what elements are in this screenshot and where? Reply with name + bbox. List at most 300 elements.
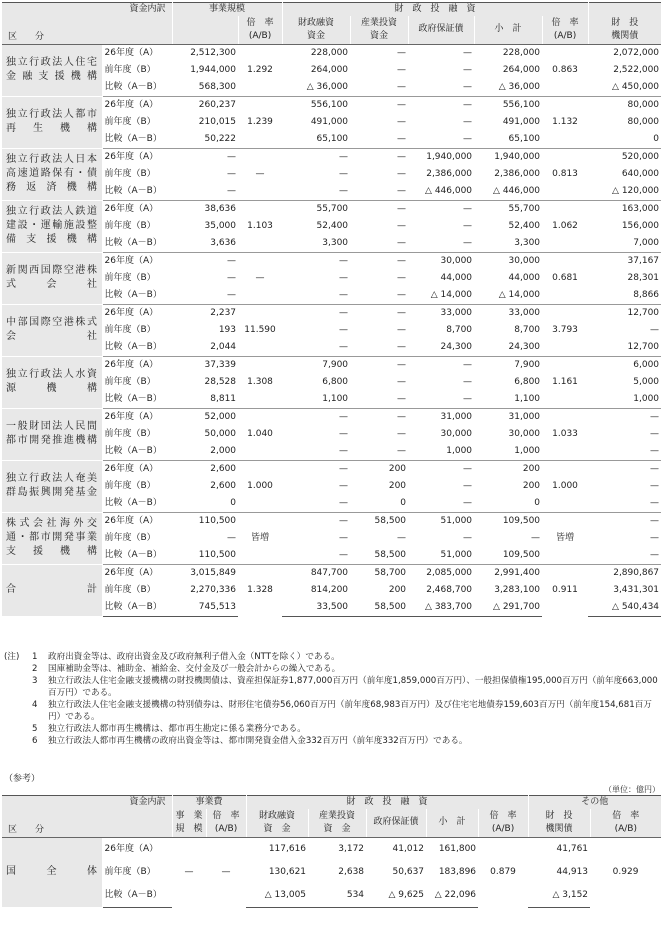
ref-fiscal-loan-funds-cell: 130,621 — [268, 866, 307, 877]
ref-ratio-header-2: 倍 率 (A/B) — [478, 809, 528, 837]
agency-bonds-cell: 5,000 — [633, 376, 660, 387]
business-scale-cell: 260,237 — [172, 96, 238, 114]
ref-industrial-investment-header: 産業投資 資 金 — [308, 809, 366, 837]
fiscal-loan-funds-cell: 814,200 — [310, 584, 349, 595]
fiscal-loan-funds-cell: — — [339, 341, 349, 352]
table-row — [2, 148, 661, 166]
industrial-investment-cell: 0 — [400, 497, 407, 508]
agency-bonds-cell: — — [650, 532, 660, 543]
ref-govt-guaranteed-bonds-cell: 50,637 — [392, 866, 425, 877]
ref-ratio-cell: — — [221, 866, 231, 877]
subtotal-cell: 200 — [474, 460, 542, 478]
subtotal-cell: 7,900 — [474, 356, 542, 374]
ref-govt-guaranteed-bonds-cell: 41,012 — [392, 843, 425, 854]
note-prefix — [4, 675, 32, 699]
fund-source-header: 資金内訳 — [2, 3, 172, 17]
fiscal-loan-funds-cell: 3,300 — [322, 237, 349, 248]
fiscal-loan-funds-cell: 491,000 — [310, 116, 349, 127]
table-row — [2, 564, 661, 582]
agency-bonds-cell: 163,000 — [588, 200, 661, 218]
ref-agency-bonds-header: 財 投 機関債 — [528, 809, 590, 837]
ratio-cell: 1.040 — [238, 408, 282, 460]
fiscal-loan-funds-cell: 1,100 — [322, 393, 349, 404]
govt-guaranteed-bonds-cell: — — [463, 376, 473, 387]
ratio-cell: 11.590 — [238, 304, 282, 356]
row-label: 26年度（A） — [102, 564, 172, 582]
note-text: 独立行政法人都市再生機構の政府出資金等は、都市開発資金借入金332百万円（前年度332百万円）である。 — [48, 736, 468, 746]
table-row — [2, 408, 661, 426]
govt-guaranteed-bonds-cell: — — [408, 44, 474, 62]
agency-bonds-cell: — — [650, 324, 660, 335]
note-prefix — [4, 723, 32, 735]
subtotal-cell: △ 291,700 — [474, 599, 542, 617]
note-item — [4, 663, 660, 675]
agency-bonds-cell: 8,866 — [633, 289, 660, 300]
ratio-header: 倍 率 (A/B) — [238, 16, 282, 44]
ratio-cell: 1.103 — [238, 200, 282, 252]
ratio-cell-2: 1.062 — [542, 200, 588, 252]
industrial-investment-cell: — — [397, 64, 407, 75]
govt-guaranteed-bonds-cell: 30,000 — [408, 252, 474, 270]
note-number: 4 — [32, 700, 38, 710]
industrial-investment-cell: — — [350, 304, 408, 322]
industrial-investment-cell: — — [397, 428, 407, 439]
fiscal-loan-funds-cell: 52,400 — [316, 220, 349, 231]
industrial-investment-cell: — — [350, 148, 408, 166]
subtotal-cell: — — [531, 532, 541, 543]
ref-business-scale-header: 事 業 規 模 — [172, 809, 206, 837]
business-scale-cell: — — [227, 185, 237, 196]
agency-bonds-header: 財 投 機関債 — [588, 16, 661, 44]
agency-bonds-cell: 2,890,867 — [588, 564, 661, 582]
ref-subtotal-cell: 183,896 — [438, 866, 477, 877]
subtotal-cell: △ 446,000 — [493, 185, 541, 196]
govt-guaranteed-bonds-cell: 2,468,700 — [426, 584, 473, 595]
industrial-investment-cell: — — [350, 252, 408, 270]
ratio-cell-2: 0.813 — [542, 148, 588, 200]
row-label: 比較（A－B） — [104, 341, 162, 352]
industrial-investment-cell: — — [350, 200, 408, 218]
fiscal-loan-funds-cell: — — [339, 289, 349, 300]
row-label: 比較（A－B） — [104, 185, 162, 196]
subtotal-cell: 264,000 — [502, 64, 541, 75]
fiscal-loan-funds-cell: — — [282, 460, 350, 478]
industrial-investment-cell: — — [397, 324, 407, 335]
note-item — [4, 699, 660, 723]
govt-guaranteed-bonds-cell: 2,085,000 — [408, 564, 474, 582]
ref-agency-bonds-cell: 41,761 — [556, 843, 589, 854]
industrial-investment-cell: — — [350, 408, 408, 426]
business-scale-cell: 3,015,849 — [172, 564, 238, 582]
fiscal-loan-funds-cell: 556,100 — [282, 96, 350, 114]
fiscal-loan-funds-cell: — — [339, 445, 349, 456]
row-label: 前年度（B） — [104, 428, 156, 439]
govt-guaranteed-bonds-cell: — — [463, 497, 473, 508]
business-scale-cell: 110,500 — [172, 512, 238, 530]
ratio-cell: — — [238, 252, 282, 304]
ref-fiscal-loan-header: 財 政 投 融 資 — [246, 796, 528, 810]
ref-fiscal-loan-funds-cell: △ 13,005 — [246, 884, 308, 908]
ratio-cell: 1.000 — [238, 460, 282, 512]
govt-guaranteed-bonds-cell: 1,940,000 — [408, 148, 474, 166]
ratio-cell-2: 0.863 — [542, 44, 588, 96]
agency-bonds-cell: 6,000 — [588, 356, 661, 374]
note-text: 独立行政法人都市再生機構は、都市再生勘定に係る業務分である。 — [48, 724, 306, 734]
reference-label: （参考） — [4, 774, 41, 784]
business-scale-cell: 2,237 — [172, 304, 238, 322]
note-item — [4, 735, 660, 747]
industrial-investment-cell: — — [397, 532, 407, 543]
industrial-investment-cell: — — [397, 237, 407, 248]
agency-bonds-cell: 80,000 — [627, 116, 660, 127]
business-scale-cell: 2,044 — [210, 341, 237, 352]
agency-bonds-cell: — — [588, 512, 661, 530]
subtotal-cell: 30,000 — [508, 428, 541, 439]
fiscal-loan-funds-cell: 228,000 — [282, 44, 350, 62]
org-name: 株式会社海外交通・都市開発事業支援機構 — [2, 512, 102, 564]
business-scale-cell: — — [172, 252, 238, 270]
row-label: 前年度（B） — [104, 324, 156, 335]
industrial-investment-cell: — — [350, 96, 408, 114]
ref-ratio-cell-3: 0.929 — [612, 866, 639, 877]
ratio-cell-2: 1.033 — [542, 408, 588, 460]
org-name: 一般財団法人民間都市開発推進機構 — [2, 408, 102, 460]
header-row-2 — [2, 16, 661, 44]
row-label: 前年度（B） — [104, 116, 156, 127]
business-scale-cell: 1,944,000 — [190, 64, 237, 75]
subtotal-cell: 1,000 — [514, 445, 541, 456]
row-label: 比較（A－B） — [104, 133, 162, 144]
agency-bonds-cell: 0 — [653, 133, 660, 144]
row-label: 26年度（A） — [102, 252, 172, 270]
govt-guaranteed-bonds-cell: — — [463, 480, 473, 491]
fiscal-loan-funds-cell: — — [339, 497, 349, 508]
subtotal-cell: △ 36,000 — [498, 81, 541, 92]
row-label: 26年度（A） — [102, 512, 172, 530]
subtotal-cell: 44,000 — [508, 272, 541, 283]
table-row — [2, 200, 661, 218]
org-name: 独立行政法人住宅金融支援機構 — [2, 44, 102, 96]
ratio-cell: 1.308 — [238, 356, 282, 408]
subtotal-cell: 556,100 — [474, 96, 542, 114]
ref-agency-bonds-cell: △ 3,152 — [528, 884, 590, 908]
row-label: 比較（A－B） — [104, 445, 162, 456]
note-prefix — [4, 663, 32, 675]
business-scale-cell: 210,015 — [198, 116, 237, 127]
fiscal-loan-funds-cell: — — [339, 480, 349, 491]
agency-bonds-cell: — — [650, 480, 660, 491]
ref-org-name: 国 全 体 — [2, 837, 102, 907]
agency-bonds-cell: 156,000 — [621, 220, 660, 231]
govt-guaranteed-bonds-cell: 24,300 — [440, 341, 473, 352]
header-row-1 — [2, 3, 661, 17]
fiscal-loan-funds-cell: 7,900 — [282, 356, 350, 374]
business-scale-cell: 2,000 — [210, 445, 237, 456]
govt-guaranteed-bonds-cell: — — [408, 356, 474, 374]
govt-guaranteed-bonds-header: 政府保証債 — [408, 16, 474, 44]
business-scale-cell: — — [227, 272, 237, 283]
ratio-cell: 1.239 — [238, 96, 282, 148]
org-name: 独立行政法人水資源機構 — [2, 356, 102, 408]
govt-guaranteed-bonds-cell: 30,000 — [440, 428, 473, 439]
row-label: 前年度（B） — [104, 168, 156, 179]
business-scale-cell: — — [227, 168, 237, 179]
govt-guaranteed-bonds-cell: 1,000 — [446, 445, 473, 456]
business-scale-cell: 2,600 — [172, 460, 238, 478]
subtotal-cell: 228,000 — [474, 44, 542, 62]
agency-bonds-cell: 80,000 — [588, 96, 661, 114]
industrial-investment-cell: 200 — [350, 460, 408, 478]
business-scale-cell: 110,500 — [198, 549, 237, 560]
ref-subtotal-cell: 161,800 — [438, 843, 477, 854]
business-scale-cell: 50,222 — [204, 133, 237, 144]
org-name: 独立行政法人鉄道建設・運輸施設整備支援機構 — [2, 200, 102, 252]
table-row — [2, 96, 661, 114]
reference-unit: （単位：億円） — [604, 785, 660, 794]
ref-fund-source-header: 資金内訳 — [2, 796, 172, 810]
business-scale-cell: 37,339 — [172, 356, 238, 374]
note-prefix — [4, 699, 32, 723]
govt-guaranteed-bonds-cell: 33,000 — [408, 304, 474, 322]
fiscal-loan-funds-cell: 264,000 — [310, 64, 349, 75]
subtotal-cell: 3,283,100 — [494, 584, 541, 595]
business-scale-cell: 0 — [230, 497, 237, 508]
business-scale-cell: 8,811 — [210, 393, 237, 404]
fiscal-loan-funds-cell: — — [282, 304, 350, 322]
subtotal-cell: 31,000 — [474, 408, 542, 426]
ref-row-label: 前年度（B） — [104, 866, 156, 877]
agency-bonds-cell: — — [588, 460, 661, 478]
table-row — [2, 44, 661, 62]
table-row — [2, 304, 661, 322]
subtotal-header: 小 計 — [474, 16, 542, 44]
fiscal-loan-funds-cell: 847,700 — [282, 564, 350, 582]
agency-bonds-cell: — — [650, 549, 660, 560]
industrial-investment-cell: 200 — [388, 480, 407, 491]
govt-guaranteed-bonds-cell: — — [463, 393, 473, 404]
industrial-investment-header: 産業投資 資金 — [350, 16, 408, 44]
fiscal-loan-funds-cell: — — [339, 168, 349, 179]
note-number: 5 — [32, 724, 38, 734]
business-scale-cell: — — [227, 532, 237, 543]
fiscal-loan-funds-cell: 33,500 — [282, 599, 350, 617]
row-label: 比較（A－B） — [104, 81, 162, 92]
table-row — [2, 512, 661, 530]
ref-agency-bonds-cell: 44,913 — [556, 866, 589, 877]
ratio-cell-2: 0.681 — [542, 252, 588, 304]
govt-guaranteed-bonds-cell: — — [463, 64, 473, 75]
agency-bonds-cell: 37,167 — [588, 252, 661, 270]
fiscal-loan-funds-cell: — — [282, 408, 350, 426]
govt-guaranteed-bonds-cell: △ 446,000 — [425, 185, 473, 196]
industrial-investment-cell: — — [397, 445, 407, 456]
org-name: 独立行政法人日本高速道路保有・債務返済機構 — [2, 148, 102, 200]
agency-bonds-cell: 28,301 — [627, 272, 660, 283]
business-scale-cell: 3,636 — [210, 237, 237, 248]
ref-header-row-1 — [2, 796, 661, 810]
fiscal-loan-funds-cell: — — [339, 324, 349, 335]
row-label: 26年度（A） — [102, 200, 172, 218]
govt-guaranteed-bonds-cell: 51,000 — [440, 549, 473, 560]
ratio-cell-2: 皆増 — [542, 512, 588, 564]
fiscal-loan-funds-cell: △ 36,000 — [306, 81, 349, 92]
agency-bonds-cell: — — [588, 408, 661, 426]
fiscal-loan-funds-cell: — — [339, 549, 349, 560]
ref-ratio-header-3: 倍 率 (A/B) — [590, 809, 661, 837]
org-name: 新関西国際空港株式会社 — [2, 252, 102, 304]
business-scale-cell: — — [172, 148, 238, 166]
ref-other-header: その他 — [528, 796, 661, 810]
subtotal-cell: 3,300 — [514, 237, 541, 248]
govt-guaranteed-bonds-cell: 2,386,000 — [426, 168, 473, 179]
govt-guaranteed-bonds-cell: △ 383,700 — [408, 599, 474, 617]
ratio-cell-2: 1.000 — [542, 460, 588, 512]
subtotal-cell: 8,700 — [514, 324, 541, 335]
govt-guaranteed-bonds-cell: — — [463, 237, 473, 248]
agency-bonds-cell: 2,072,000 — [588, 44, 661, 62]
subtotal-cell: 200 — [522, 480, 541, 491]
subtotal-cell: 52,400 — [508, 220, 541, 231]
industrial-investment-cell: — — [397, 220, 407, 231]
industrial-investment-cell: — — [397, 133, 407, 144]
note-number: 2 — [32, 664, 38, 674]
ref-govt-guaranteed-bonds-cell: △ 9,625 — [366, 884, 426, 908]
business-scale-cell: — — [227, 289, 237, 300]
org-name: 中部国際空港株式会社 — [2, 304, 102, 356]
note-text: 独立行政法人住宅金融支援機構の特別債券は、財形住宅債券56,060百万円（前年度68,983百万円）及び住宅宅地債券159,603百万円（前年度154,681百万円）である。 — [48, 700, 652, 722]
ratio-cell-2: 3.793 — [542, 304, 588, 356]
ref-business-cost-header: 事業費 — [172, 796, 246, 810]
ratio-cell-2: 0.911 — [542, 564, 588, 616]
reference-table-body — [2, 837, 661, 907]
main-table-body — [2, 44, 661, 616]
ref-industrial-investment-cell: 2,638 — [338, 866, 365, 877]
subtotal-cell: 491,000 — [502, 116, 541, 127]
ref-category-header: 区 分 — [2, 809, 172, 837]
reference-table — [2, 795, 661, 908]
note-item — [4, 651, 660, 663]
industrial-investment-cell: — — [397, 81, 407, 92]
industrial-investment-cell: — — [350, 356, 408, 374]
agency-bonds-cell: △ 540,434 — [588, 599, 661, 617]
business-scale-cell: 568,300 — [198, 81, 237, 92]
notes — [4, 651, 660, 747]
row-label: 26年度（A） — [102, 460, 172, 478]
agency-bonds-cell: 2,522,000 — [613, 64, 660, 75]
ratio-cell: — — [238, 148, 282, 200]
agency-bonds-cell: 12,700 — [588, 304, 661, 322]
fiscal-loan-funds-cell: — — [339, 185, 349, 196]
subtotal-cell: 1,940,000 — [474, 148, 542, 166]
govt-guaranteed-bonds-cell: — — [408, 96, 474, 114]
agency-bonds-cell: 12,700 — [627, 341, 660, 352]
subtotal-cell: 65,100 — [508, 133, 541, 144]
govt-guaranteed-bonds-cell: 31,000 — [408, 408, 474, 426]
fiscal-loan-funds-cell: — — [282, 148, 350, 166]
note-item — [4, 675, 660, 699]
org-name: 合 計 — [2, 564, 102, 616]
row-label: 26年度（A） — [102, 408, 172, 426]
industrial-investment-cell: 200 — [388, 584, 407, 595]
row-label: 比較（A－B） — [104, 289, 162, 300]
subtotal-cell: 30,000 — [474, 252, 542, 270]
row-label: 26年度（A） — [102, 304, 172, 322]
subtotal-cell: 2,991,400 — [474, 564, 542, 582]
industrial-investment-cell: — — [397, 341, 407, 352]
govt-guaranteed-bonds-cell: — — [408, 200, 474, 218]
ratio-header-2: 倍 率 (A/B) — [542, 16, 588, 44]
govt-guaranteed-bonds-cell: 8,700 — [446, 324, 473, 335]
note-number: 1 — [32, 652, 38, 662]
ref-industrial-investment-cell: 534 — [308, 884, 366, 908]
agency-bonds-cell: — — [650, 497, 660, 508]
agency-bonds-cell: 3,431,301 — [613, 584, 660, 595]
note-text: 政府出資金等は、政府出資金及び政府無利子借入金（NTTを除く）である。 — [48, 652, 340, 662]
business-scale-header: 事業規模 — [172, 3, 282, 17]
industrial-investment-cell: — — [397, 272, 407, 283]
ref-fiscal-loan-funds-cell: 117,616 — [268, 843, 307, 854]
row-label: 26年度（A） — [102, 44, 172, 62]
industrial-investment-cell: — — [350, 44, 408, 62]
ref-subtotal-header: 小 計 — [426, 809, 478, 837]
agency-bonds-cell: 640,000 — [621, 168, 660, 179]
govt-guaranteed-bonds-cell: — — [463, 116, 473, 127]
agency-bonds-cell: 1,000 — [633, 393, 660, 404]
subtotal-cell: 1,100 — [514, 393, 541, 404]
fiscal-loan-funds-cell: — — [282, 512, 350, 530]
fiscal-loan-funds-cell: — — [339, 272, 349, 283]
row-label: 比較（A－B） — [104, 393, 162, 404]
govt-guaranteed-bonds-cell: 51,000 — [408, 512, 474, 530]
subtotal-cell: 0 — [534, 497, 541, 508]
subtotal-cell: 55,700 — [474, 200, 542, 218]
agency-bonds-cell: — — [650, 445, 660, 456]
row-label: 前年度（B） — [104, 272, 156, 283]
govt-guaranteed-bonds-cell: △ 14,000 — [430, 289, 473, 300]
table-row — [2, 460, 661, 478]
ref-row-label: 26年度（A） — [104, 843, 159, 854]
business-scale-cell: 2,270,336 — [190, 584, 237, 595]
fiscal-loan-funds-cell: — — [339, 532, 349, 543]
row-label: 前年度（B） — [104, 64, 156, 75]
org-name: 独立行政法人奄美群島振興開発基金 — [2, 460, 102, 512]
ref-business-scale-cell: — — [184, 866, 194, 877]
industrial-investment-cell: 58,500 — [350, 512, 408, 530]
note-item — [4, 723, 660, 735]
industrial-investment-cell: 58,500 — [350, 599, 408, 617]
row-label: 26年度（A） — [102, 148, 172, 166]
industrial-investment-cell: — — [397, 168, 407, 179]
govt-guaranteed-bonds-cell: — — [463, 81, 473, 92]
table-row — [2, 356, 661, 374]
row-label: 前年度（B） — [104, 220, 156, 231]
agency-bonds-cell: △ 450,000 — [612, 81, 660, 92]
ref-industrial-investment-cell: 3,172 — [338, 843, 365, 854]
ratio-cell-2: 1.132 — [542, 96, 588, 148]
agency-bonds-cell: — — [650, 428, 660, 439]
row-label: 比較（A－B） — [104, 237, 162, 248]
ref-row-label: 比較（A－B） — [102, 884, 172, 908]
row-label: 比較（A－B） — [104, 497, 162, 508]
subtotal-cell: 6,800 — [514, 376, 541, 387]
category-header: 区 分 — [2, 16, 172, 44]
note-text: 国庫補助金等は、補助金、補給金、交付金及び一般会計からの繰入である。 — [48, 664, 341, 674]
note-text: 独立行政法人住宅金融支援機構の財投機関債は、資産担保証券1,877,000百万円（前年度1,859,000百万円）、一般担保債権195,000百万円（前年度663,000百万円）である。 — [48, 676, 658, 698]
agency-bonds-cell: 7,000 — [633, 237, 660, 248]
subtotal-cell: 24,300 — [508, 341, 541, 352]
fiscal-loan-funds-cell: 6,800 — [322, 376, 349, 387]
row-label: 前年度（B） — [104, 376, 156, 387]
